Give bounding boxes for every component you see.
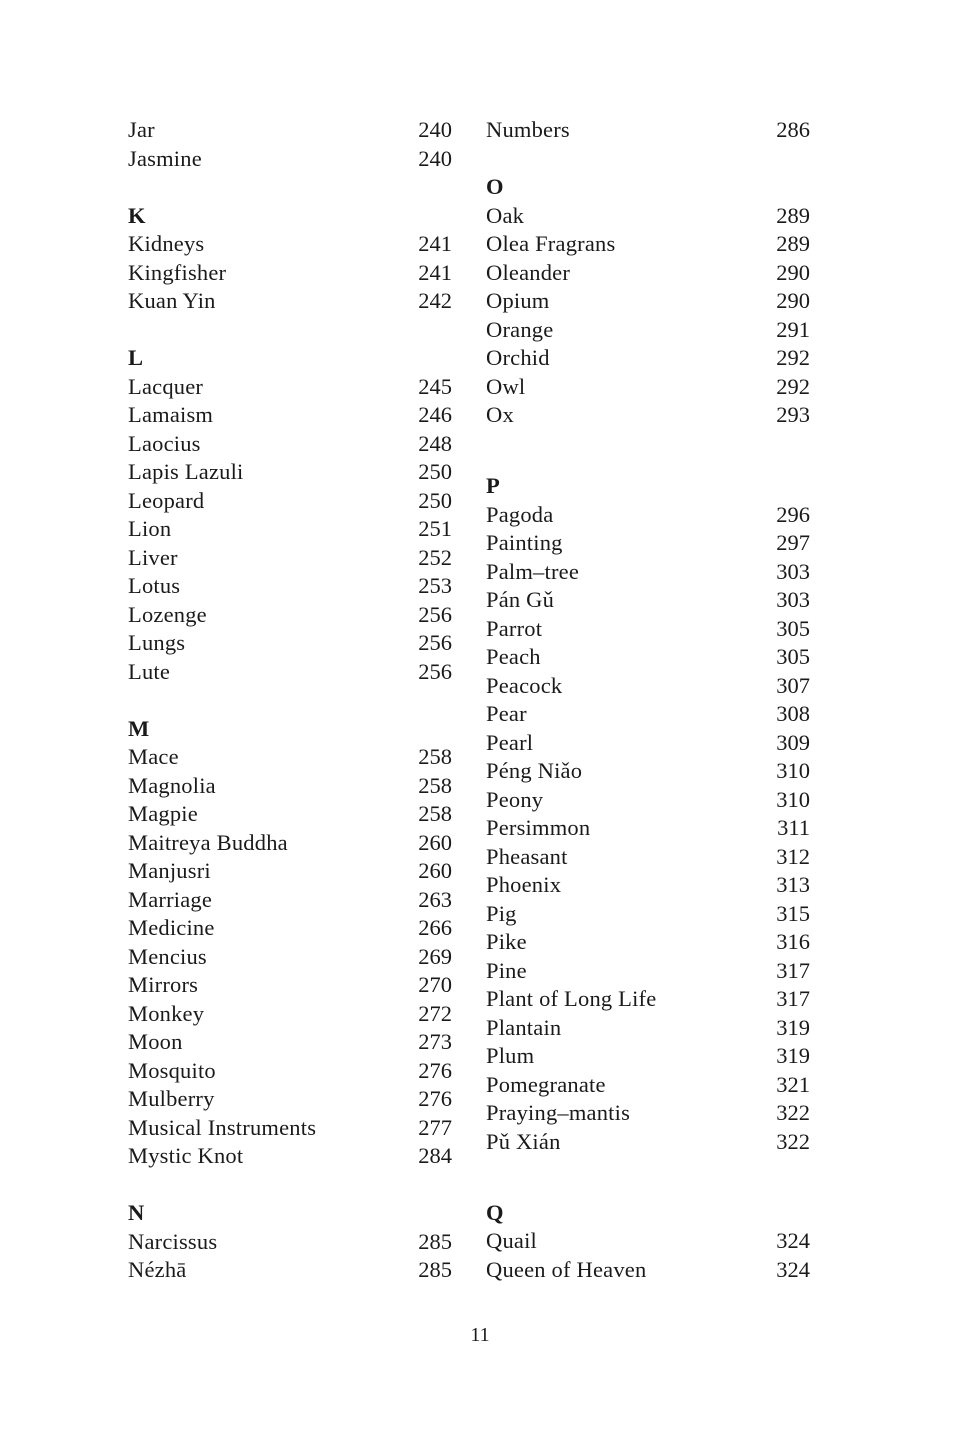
index-entry-page-number: 313: [776, 872, 810, 897]
index-entry[interactable]: [486, 287, 810, 316]
index-entry-label: Painting: [486, 530, 563, 555]
index-entry-page-number: 311: [777, 815, 810, 840]
index-entry[interactable]: [486, 316, 810, 345]
index-entry[interactable]: [128, 572, 452, 601]
section-spacer: [486, 430, 810, 459]
index-entry-label: Pagoda: [486, 501, 554, 527]
index-letter-heading: O: [486, 174, 504, 199]
index-entry-label: Lotus: [128, 573, 181, 598]
section-spacer: [128, 1171, 452, 1200]
index-entry-page-number: 256: [418, 601, 452, 627]
index-entry-label: Praying–mantis: [486, 1100, 631, 1125]
index-entry[interactable]: [128, 1085, 452, 1114]
index-entry-label: Lapis Lazuli: [128, 459, 244, 484]
index-entry-label: Lozenge: [128, 601, 207, 627]
index-entry-page-number: 250: [418, 459, 452, 484]
index-entry-label: Musical Instruments: [128, 1114, 317, 1140]
index-entry[interactable]: [486, 1099, 810, 1128]
index-entry-page-number: 240: [418, 117, 452, 142]
index-entry-label: Lion: [128, 516, 172, 541]
index-entry-label: Lute: [128, 658, 171, 684]
index-entry-page-number: 241: [418, 231, 452, 256]
index-entry-label: Liver: [128, 544, 178, 570]
index-entry-page-number: 319: [776, 1014, 810, 1040]
index-entry-page-number: 310: [776, 758, 810, 783]
index-entry-page-number: 273: [418, 1029, 452, 1054]
index-entry-page-number: 290: [776, 259, 810, 285]
index-entry-page-number: 242: [418, 288, 452, 313]
index-entry-label: Kingfisher: [128, 259, 227, 285]
index-entry-label: Parrot: [486, 615, 543, 641]
index-entry-label: Pike: [486, 929, 527, 954]
index-entry-page-number: 276: [418, 1057, 452, 1083]
index-entry-page-number: 258: [418, 772, 452, 798]
index-entry[interactable]: [128, 829, 452, 858]
index-entry-label: Lacquer: [128, 373, 204, 399]
index-entry-label: Pig: [486, 900, 517, 926]
index-entry-page-number: 322: [776, 1100, 810, 1125]
section-spacer: [486, 1185, 810, 1199]
index-entry-page-number: 277: [418, 1114, 452, 1140]
index-entry[interactable]: [128, 1057, 452, 1086]
index-entry[interactable]: [486, 373, 810, 402]
index-entry[interactable]: [486, 871, 810, 900]
index-entry-label: Plum: [486, 1043, 535, 1068]
index-entry-label: Magnolia: [128, 772, 216, 798]
index-entry-label: Plantain: [486, 1014, 562, 1040]
index-entry[interactable]: [128, 772, 452, 801]
index-entry[interactable]: [128, 430, 452, 459]
index-entry[interactable]: [128, 230, 452, 259]
index-column-left: [128, 116, 452, 1285]
index-entry-label: Owl: [486, 373, 526, 399]
index-entry-page-number: 317: [776, 986, 810, 1011]
index-entry-label: Maitreya Buddha: [128, 829, 288, 855]
index-entry[interactable]: [486, 586, 810, 615]
index-entry-label: Manjusri: [128, 858, 211, 883]
index-letter-heading: K: [128, 202, 146, 228]
index-entry-page-number: 307: [776, 672, 810, 698]
index-entry[interactable]: [486, 230, 810, 259]
index-entry-page-number: 322: [776, 1128, 810, 1154]
index-entry[interactable]: [128, 886, 452, 915]
index-entry-page-number: 292: [776, 373, 810, 399]
index-entry-label: Mosquito: [128, 1057, 216, 1083]
index-entry-page-number: 285: [418, 1257, 452, 1282]
index-entry[interactable]: [128, 1114, 452, 1143]
index-entry[interactable]: [128, 800, 452, 829]
index-entry-label: Quail: [486, 1228, 537, 1253]
index-entry[interactable]: [486, 814, 810, 843]
index-entry-page-number: 319: [776, 1043, 810, 1068]
index-entry-page-number: 263: [418, 886, 452, 912]
index-entry-label: Queen of Heaven: [486, 1256, 647, 1282]
index-entry[interactable]: [128, 373, 452, 402]
section-spacer: [128, 173, 452, 202]
index-entry-label: Jar: [128, 117, 155, 142]
index-entry-label: Jasmine: [128, 145, 202, 171]
index-entry-page-number: 310: [776, 786, 810, 812]
section-spacer: [486, 458, 810, 472]
index-entry-label: Numbers: [486, 117, 570, 142]
index-entry[interactable]: [486, 729, 810, 758]
index-entry-label: Ox: [486, 402, 514, 427]
index-entry-label: Palm–tree: [486, 558, 580, 584]
index-entry-page-number: 252: [418, 544, 452, 570]
index-entry-label: Oleander: [486, 259, 571, 285]
index-entry-page-number: 289: [776, 231, 810, 256]
index-entry[interactable]: [486, 672, 810, 701]
index-entry-page-number: 240: [418, 145, 452, 171]
index-entry-page-number: 317: [776, 957, 810, 983]
index-entry-label: Laocius: [128, 430, 201, 456]
index-entry[interactable]: [486, 1128, 810, 1157]
index-entry[interactable]: [486, 116, 810, 145]
index-entry[interactable]: [128, 544, 452, 573]
index-entry-page-number: 251: [418, 516, 452, 541]
index-entry[interactable]: [128, 145, 452, 174]
index-entry-page-number: 321: [776, 1071, 810, 1097]
index-entry-page-number: 312: [776, 843, 810, 869]
index-entry-page-number: 260: [418, 829, 452, 855]
index-entry-page-number: 289: [776, 202, 810, 228]
section-spacer: [486, 1156, 810, 1185]
index-entry[interactable]: [486, 401, 810, 430]
index-entry-page-number: 303: [776, 558, 810, 584]
index-entry-page-number: 303: [776, 587, 810, 612]
index-entry-page-number: 285: [418, 1228, 452, 1254]
index-entry[interactable]: [486, 202, 810, 231]
index-entry-label: Narcissus: [128, 1228, 218, 1254]
index-entry-label: Pear: [486, 701, 527, 726]
index-column-right: [486, 116, 810, 1284]
index-entry-label: Orchid: [486, 345, 550, 370]
index-entry[interactable]: [486, 344, 810, 373]
index-entry-label: Kuan Yin: [128, 288, 216, 313]
index-entry[interactable]: [486, 1071, 810, 1100]
index-entry-page-number: 248: [418, 430, 452, 456]
index-entry[interactable]: [486, 643, 810, 672]
index-entry-page-number: 260: [418, 858, 452, 883]
index-entry[interactable]: [128, 1000, 452, 1029]
index-entry[interactable]: [486, 1014, 810, 1043]
index-letter-heading: N: [128, 1200, 145, 1225]
index-entry-label: Lamaism: [128, 402, 214, 427]
index-entry[interactable]: [128, 1142, 452, 1171]
index-entry[interactable]: [128, 601, 452, 630]
index-entry-label: Pheasant: [486, 843, 568, 869]
index-entry-page-number: 245: [418, 373, 452, 399]
index-entry-label: Pǔ Xián: [486, 1128, 561, 1154]
index-entry-page-number: 316: [776, 929, 810, 954]
index-entry[interactable]: [128, 259, 452, 288]
index-entry-page-number: 272: [418, 1000, 452, 1026]
index-entry-page-number: 250: [418, 487, 452, 513]
index-entry-page-number: 269: [418, 943, 452, 969]
index-entry-page-number: 241: [418, 259, 452, 285]
index-entry-page-number: 296: [776, 501, 810, 527]
index-entry-label: Peony: [486, 786, 544, 812]
index-entry[interactable]: [128, 487, 452, 516]
index-entry-label: Mulberry: [128, 1086, 215, 1111]
index-entry[interactable]: [128, 1228, 452, 1257]
index-entry-page-number: 253: [418, 573, 452, 598]
index-entry[interactable]: [128, 1028, 452, 1057]
index-entry[interactable]: [486, 985, 810, 1014]
index-entry-page-number: 290: [776, 288, 810, 313]
index-entry-label: Mystic Knot: [128, 1143, 244, 1168]
section-spacer: [128, 686, 452, 715]
index-entry-page-number: 297: [776, 530, 810, 555]
index-entry-page-number: 258: [418, 801, 452, 826]
page-number: 11: [470, 1324, 490, 1346]
index-entry[interactable]: [486, 558, 810, 587]
index-entry-label: Medicine: [128, 915, 215, 940]
index-entry[interactable]: [128, 1256, 452, 1285]
index-entry-label: Moon: [128, 1029, 183, 1054]
index-entry[interactable]: [486, 700, 810, 729]
index-entry-label: Monkey: [128, 1000, 205, 1026]
index-letter-heading: M: [128, 715, 150, 741]
index-entry-page-number: 291: [776, 316, 810, 342]
index-entry-label: Plant of Long Life: [486, 986, 657, 1011]
index-entry[interactable]: [486, 615, 810, 644]
index-entry-label: Magpie: [128, 801, 198, 826]
index-entry[interactable]: [128, 971, 452, 1000]
index-entry-page-number: 256: [418, 630, 452, 655]
index-entry[interactable]: [486, 928, 810, 957]
index-letter-heading: L: [128, 345, 144, 370]
index-entry-label: Phoenix: [486, 872, 562, 897]
index-entry-label: Persimmon: [486, 815, 591, 840]
index-entry-page-number: 293: [776, 402, 810, 427]
index-entry-page-number: 308: [776, 701, 810, 726]
section-spacer: [486, 145, 810, 174]
index-entry[interactable]: [128, 458, 452, 487]
index-entry[interactable]: [128, 515, 452, 544]
index-entry-page-number: 246: [418, 402, 452, 427]
index-entry-label: Marriage: [128, 886, 213, 912]
index-entry-label: Mirrors: [128, 972, 199, 997]
index-entry-label: Orange: [486, 316, 554, 342]
index-entry-label: Nézhā: [128, 1257, 187, 1282]
index-entry-page-number: 305: [776, 615, 810, 641]
index-letter-heading: P: [486, 473, 501, 498]
index-entry[interactable]: [486, 1256, 810, 1285]
index-entry-page-number: 284: [418, 1143, 452, 1168]
index-entry-label: Mace: [128, 744, 179, 769]
index-entry[interactable]: [128, 743, 452, 772]
index-entry-page-number: 292: [776, 345, 810, 370]
index-entry[interactable]: [128, 287, 452, 316]
index-entry-page-number: 315: [776, 900, 810, 926]
index-entry-label: Pán Gǔ: [486, 587, 555, 612]
index-entry[interactable]: [486, 786, 810, 815]
index-entry-label: Mencius: [128, 943, 207, 969]
index-entry[interactable]: [128, 943, 452, 972]
index-entry[interactable]: [128, 857, 452, 886]
index-entry-page-number: 309: [776, 729, 810, 755]
index-letter-heading: Q: [486, 1199, 504, 1225]
section-spacer: [128, 316, 452, 345]
index-entry-page-number: 270: [418, 972, 452, 997]
index-entry-page-number: 258: [418, 744, 452, 769]
index-entry-label: Peacock: [486, 672, 563, 698]
index-entry-label: Oak: [486, 202, 525, 228]
index-entry[interactable]: [128, 116, 452, 145]
index-entry-label: Kidneys: [128, 231, 205, 256]
index-entry[interactable]: [486, 757, 810, 786]
index-entry-label: Lungs: [128, 630, 186, 655]
index-entry-page-number: 286: [776, 117, 810, 142]
index-entry-label: Opium: [486, 288, 550, 313]
index-entry[interactable]: [486, 1042, 810, 1071]
index-entry-label: Péng Niǎo: [486, 758, 583, 783]
index-entry-label: Pomegranate: [486, 1071, 606, 1097]
index-entry[interactable]: [486, 529, 810, 558]
index-entry[interactable]: [128, 914, 452, 943]
index-entry-label: Pine: [486, 957, 527, 983]
index-entry[interactable]: [128, 658, 452, 687]
index-entry-page-number: 324: [776, 1256, 810, 1282]
index-entry[interactable]: [486, 843, 810, 872]
index-entry-label: Peach: [486, 644, 541, 669]
index-entry[interactable]: [486, 259, 810, 288]
index-entry-label: Leopard: [128, 487, 205, 513]
index-entry-page-number: 266: [418, 915, 452, 940]
index-entry[interactable]: [128, 401, 452, 430]
index-entry[interactable]: [486, 957, 810, 986]
index-entry[interactable]: [128, 629, 452, 658]
index-entry-page-number: 256: [418, 658, 452, 684]
index-entry-page-number: 305: [776, 644, 810, 669]
index-entry-label: Pearl: [486, 729, 534, 755]
index-entry-page-number: 276: [418, 1086, 452, 1111]
index-entry[interactable]: [486, 1227, 810, 1256]
index-entry[interactable]: [486, 501, 810, 530]
index-entry-label: Olea Fragrans: [486, 231, 616, 256]
index-entry-page-number: 324: [776, 1228, 810, 1253]
index-entry[interactable]: [486, 900, 810, 929]
